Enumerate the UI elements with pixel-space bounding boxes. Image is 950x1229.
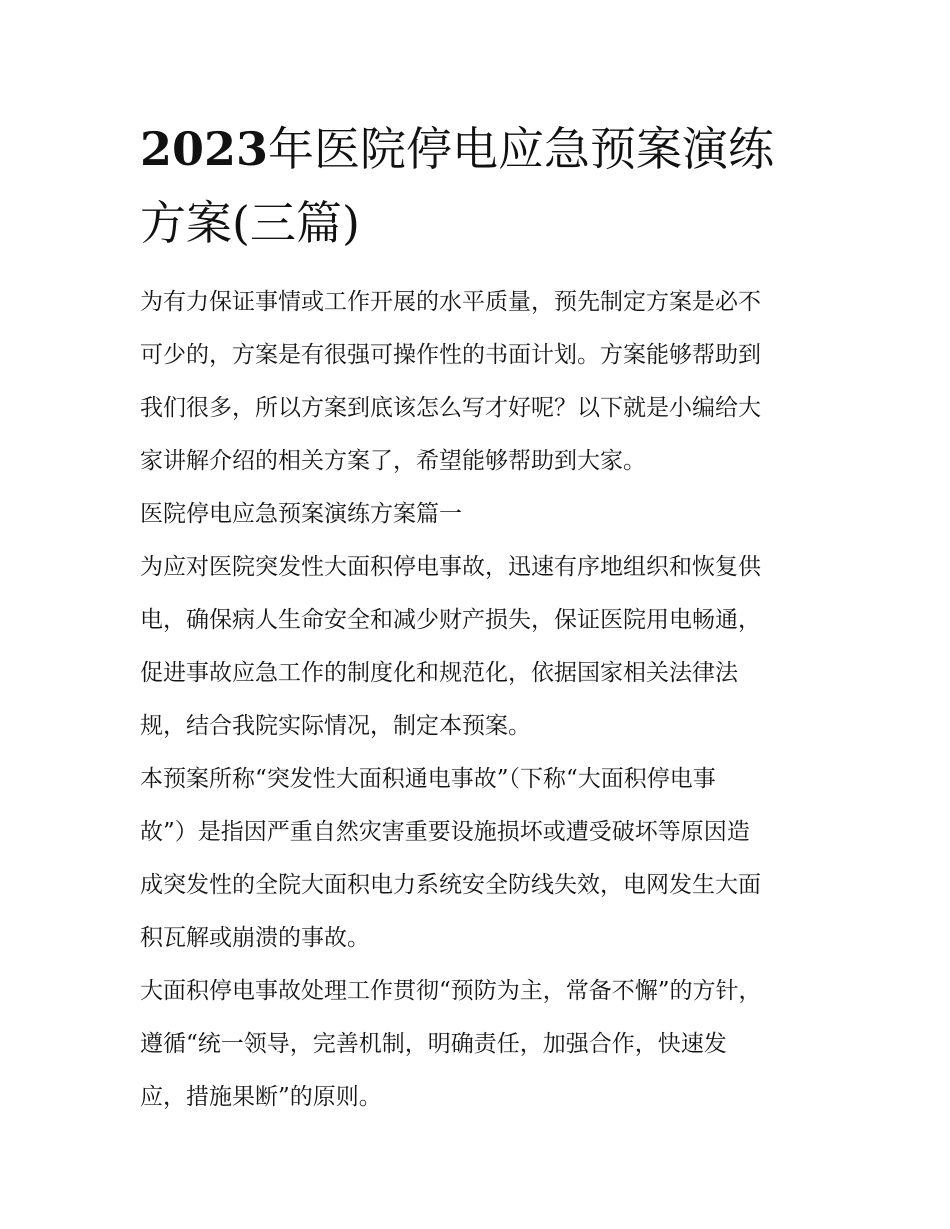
- definition-paragraph: [140, 753, 830, 965]
- text-line: 应，措施果断”的原则。: [140, 1084, 382, 1110]
- text-line: 故”）是指因严重自然灾害重要设施损坏或遭受破坏等原因造: [140, 819, 750, 845]
- text-line: 积瓦解或崩溃的事故。: [140, 925, 370, 951]
- text-line: 为有力保证事情或工作开展的水平质量，预先制定方案是必不: [140, 289, 761, 315]
- text-line: 为应对医院突发性大面积停电事故，迅速有序地组织和恢复供: [140, 554, 761, 580]
- text-line: 规，结合我院实际情况，制定本预案。: [140, 713, 531, 739]
- text-line: 大面积停电事故处理工作贯彻“预防为主，常备不懈”的方针，: [140, 978, 762, 1004]
- text-line: 成突发性的全院大面积电力系统安全防线失效，电网发生大面: [140, 872, 761, 898]
- text-line: 遵循“统一领导，完善机制，明确责任，加强合作，快速发: [140, 1031, 727, 1057]
- text-line: 家讲解介绍的相关方案了，希望能够帮助到大家。: [140, 448, 646, 474]
- title-line-2: 方案(三篇): [140, 196, 360, 250]
- text-line: 可少的，方案是有很强可操作性的书面计划。方案能够帮助到: [140, 342, 761, 368]
- title-line-1: [140, 112, 830, 186]
- text-line: 促进事故应急工作的制度化和规范化，依据国家相关法律法: [140, 660, 738, 686]
- section-heading-paragraph: [140, 488, 830, 541]
- purpose-paragraph: [140, 541, 830, 753]
- document-body: [140, 276, 830, 1124]
- text-line: 本预案所称“突发性大面积通电事故”（下称“大面积停电事: [140, 766, 716, 792]
- document-title: [140, 112, 830, 260]
- intro-paragraph: [140, 276, 830, 488]
- text-line: 我们很多，所以方案到底该怎么写才好呢？以下就是小编给大: [140, 395, 761, 421]
- text-line: 电，确保病人生命安全和减少财产损失，保证医院用电畅通，: [140, 607, 761, 633]
- section-heading: 医院停电应急预案演练方案篇一: [140, 501, 462, 527]
- title-line-1-text: 年医院停电应急预案演练: [268, 122, 775, 176]
- principle-paragraph: [140, 965, 830, 1124]
- title-year: 2023: [140, 122, 269, 176]
